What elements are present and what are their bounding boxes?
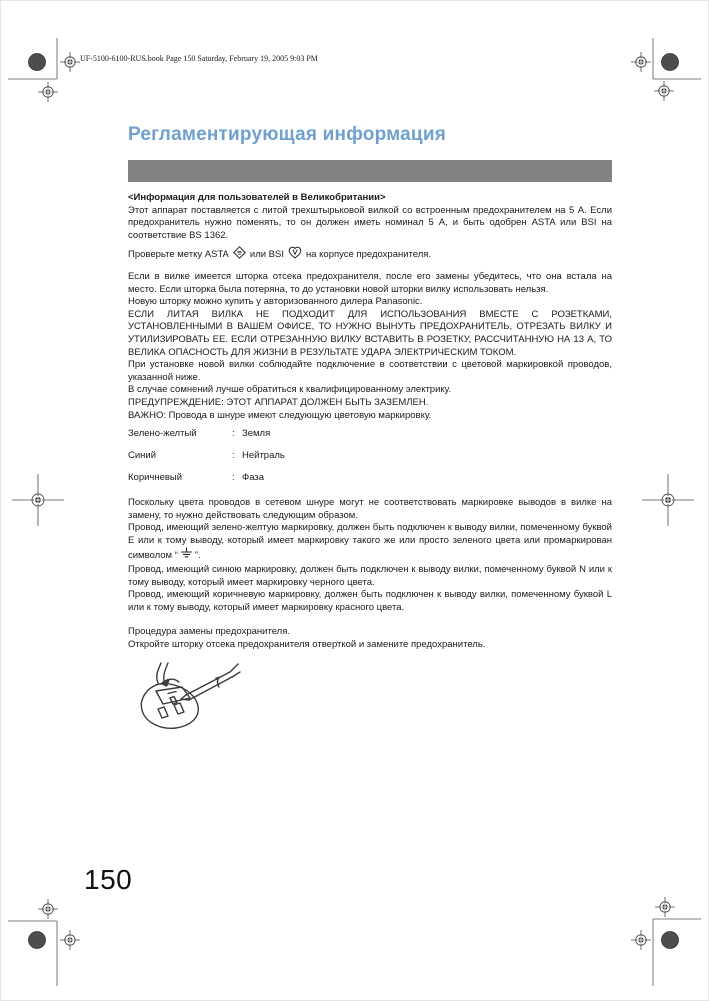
fuse-replace-line: Откройте шторку отсека предохранителя отверткой и замените предохранитель. (128, 639, 486, 651)
wire-color-label: Синий (128, 450, 157, 462)
check-line-mid: или BSI (249, 249, 284, 261)
crop-mark-middle-left (12, 474, 64, 526)
colon-separator: : (232, 428, 235, 440)
green-yellow-post: ”. (194, 550, 201, 562)
wire-color-table (128, 428, 612, 494)
uk-info-heading: <Информация для пользователей в Великобритании> (128, 192, 386, 203)
fuse-intro-para: Этот аппарат поставляется с литой трехштырьковой вилкой со встроенным предохранителем на 5 А. Если предохранитель нужно поменять, то он должен иметь номинал 5 А, и быть одобрен ASTA или BSI на соответствие BS 1362. (128, 204, 612, 241)
fuse-procedure-line: Процедура замены предохранителя. (128, 626, 290, 638)
blue-wire-para: Провод, имеющий синюю маркировку, должен быть подключен к выводу вилки, помеченному буквой N или к тому выводу, который имеет маркировку черного цвета. (128, 564, 612, 588)
wire-row-earth (128, 428, 612, 450)
bsi-kitemark-icon (288, 246, 302, 264)
crop-mark-bottom-left (8, 899, 80, 986)
book-header: UF-5100-6100-RUS.book Page 150 Saturday, February 19, 2005 9:03 PM (80, 54, 318, 63)
colon-separator: : (232, 450, 235, 462)
screwdriver-shaft (186, 672, 230, 695)
green-yellow-pre: Провод, имеющий зелено-желтую маркировку, должен быть подключен к выводу вилки, помеченному буквой E или к тому выводу, который имеет маркировку такого же или просто зеленого цвета или промаркирован символом “ (128, 522, 612, 562)
caps-warning-para: ЕСЛИ ЛИТАЯ ВИЛКА НЕ ПОДХОДИТ ДЛЯ ИСПОЛЬЗОВАНИЯ ВМЕСТЕ С РОЗЕТКАМИ, УСТАНОВЛЕННЫМИ В ВАШЕМ ОФИСЕ, ТО НУЖНО ВЫНУТЬ ПРЕДОХРАНИТЕЛЬ, ОТРЕЗАТЬ ВИЛКУ И УТИЛИЗИРОВАТЬ ЕЕ. ЕСЛИ ОТРЕЗАННУЮ ВИЛКУ ВСТАВИТЬ В РОЗЕТКУ, РАССЧИТАННУЮ НА 13 А, ТО ВЕЛИКА ОПАСНОСТЬ ДЛЯ ЖИЗНИ В РЕЗУЛЬТАТЕ УДАРА ЭЛЕКТРИЧЕСКИМ ТОКОМ. (128, 308, 612, 358)
wire-note-para: Поскольку цвета проводов в сетевом шнуре могут не соответствовать маркировке выводов в вилке на замену, то нужно действовать следующим образом. (128, 497, 612, 521)
check-line-post: на корпусе предохранителя. (306, 249, 432, 261)
check-line-pre: Проверьте метку ASTA (128, 249, 229, 261)
cord-line (157, 663, 161, 683)
crop-mark-bottom-right (631, 897, 701, 986)
page-title: Регламентирующая информация (128, 124, 446, 145)
electrician-line: В случае сомнений лучше обратиться к квалифицированному электрику. (128, 384, 452, 396)
page-number: 150 (84, 864, 133, 895)
green-yellow-wire-para (128, 522, 612, 564)
page-content (128, 192, 612, 759)
important-line: ВАЖНО: Провода в шнуре имеют следующую цветовую маркировку. (128, 409, 432, 421)
wire-terminal-label: Земля (242, 428, 271, 440)
plug-warning-block (128, 271, 612, 422)
wire-terminal-label: Фаза (242, 472, 265, 484)
screwdriver-shaft (189, 677, 232, 700)
plug-illustration (130, 660, 612, 760)
ground-warning-line: ПРЕДУПРЕЖДЕНИЕ: ЭТОТ АППАРАТ ДОЛЖЕН БЫТЬ ЗАЗЕМЛЕН. (128, 396, 429, 408)
cord-line (164, 663, 168, 681)
wire-color-label: Коричневый (128, 472, 183, 484)
shutter-buy-line: Новую шторку можно купить у авторизованного дилера Panasonic. (128, 296, 423, 308)
brown-wire-para: Провод, имеющий коричневую маркировку, должен быть подключен к выводу вилки, помеченному буквой L или к тому выводу, который имеет маркировку красного цвета. (128, 589, 612, 613)
screwdriver-fork (230, 664, 240, 677)
colon-separator: : (232, 472, 235, 484)
wire-terminal-label: Нейтраль (242, 450, 285, 462)
plug-pin (174, 703, 184, 714)
shutter-para: Если в вилке имеется шторка отсека предохранителя, после его замены убедитесь, что она встала на место. Если шторка была потеряна, то до установки новой шторки вилку использовать нельзя. (128, 270, 612, 295)
earth-ground-icon (180, 547, 193, 564)
crop-mark-top-right (631, 38, 701, 101)
install-para: При установке новой вилки соблюдайте подключение в соответствии с цветовой маркировкой проводов, указанной ниже. (128, 359, 612, 383)
crop-mark-top-left (8, 38, 80, 102)
fuse-procedure-block (128, 626, 612, 651)
wiring-instructions-block (128, 497, 612, 614)
title-divider-bar (128, 160, 612, 182)
asta-mark-icon (233, 246, 246, 264)
plug-pin (158, 707, 168, 718)
check-mark-line (128, 246, 612, 264)
plug-body (141, 683, 198, 728)
wire-row-neutral (128, 450, 612, 472)
crop-mark-middle-right (642, 474, 694, 526)
wire-color-label: Зелено-желтый (128, 428, 197, 440)
wire-row-live (128, 472, 612, 494)
